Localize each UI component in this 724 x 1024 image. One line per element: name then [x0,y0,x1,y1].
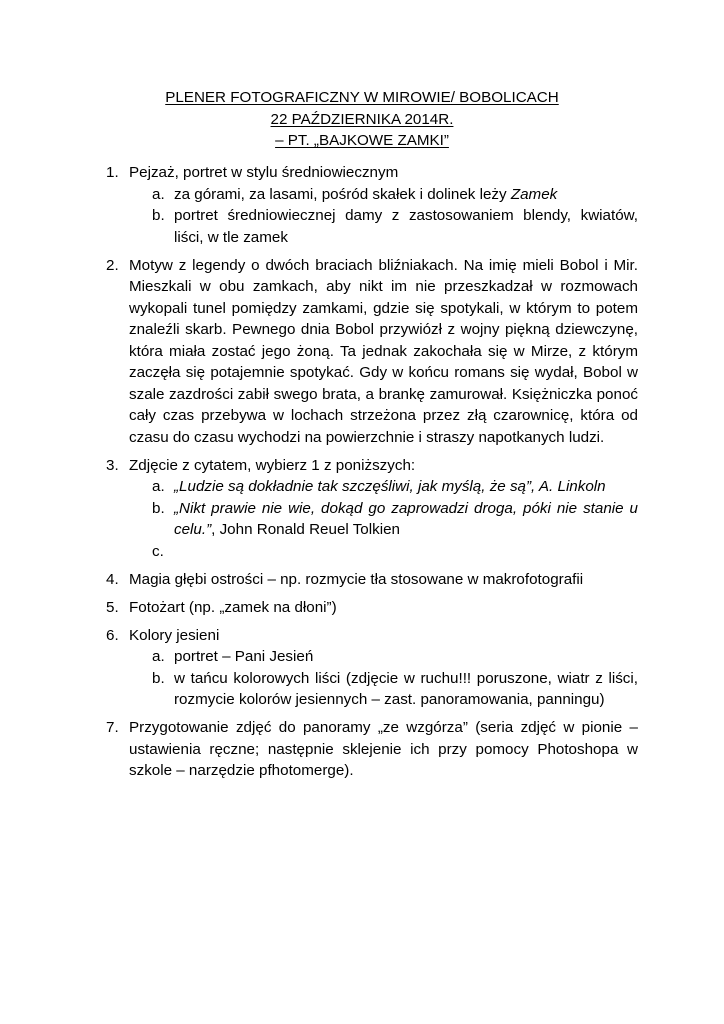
item-number: 4. [106,570,119,588]
item-text: Pejzaż, portret w stylu średniowiecznym [129,164,399,181]
item-text: Kolory jesieni [129,626,220,644]
sub-item-italic-text: „Nikt prawie nie wie, dokąd go zaprowadzi droga, póki nie stanie u celu.” [174,499,638,538]
item-text: Zdjęcie z cytatem, wybierz 1 z poniższych: [129,456,416,474]
sub-item-text: portret – Pani Jesień [174,648,314,665]
sub-item-letter: c. [152,542,164,560]
list-item-7 [106,717,638,782]
title-line-1: PLENER FOTOGRAFICZNY W MIROWIE/ BOBOLICACH [165,89,559,106]
item-number: 2. [106,256,119,274]
sub-item-text: w tańcu kolorowych liści (zdjęcie w ruchu!!! poruszone, wiatr z liści, rozmycie kolorów jesiennych – zast. panoramowania, panningu) [174,669,638,708]
sub-item-letter: a. [152,185,165,203]
list-item-3 [106,455,638,563]
item-number: 1. [106,164,119,181]
sub-item-letter: b. [152,499,165,517]
sub-item-letter: a. [152,478,165,495]
sub-item-3c [129,541,638,563]
sub-item-letter: b. [152,207,165,224]
title-line-2: 22 PAŹDZIERNIKA 2014R. [270,110,454,128]
list-item-2 [106,255,638,449]
item-text: Przygotowanie zdjęć do panoramy „ze wzgórza” (seria zdjęć w pionie – ustawienia ręczne; następnie sklejenie ich przy pomocy Photoshopa w szkole – narzędzie pfhotomerge). [129,719,638,779]
item-text: Motyw z legendy o dwóch braciach bliźniakach. Na imię mieli Bobol i Mir. Mieszkali w obu zamkach, aby nikt im nie przeszkadzał w rozmowach wykopali tunel pomiędzy zamkami, gdzie się spotykali, w którym to potem znaleźli skarb. Pewnego dnia Bobol przywiózł z wojny piękną dziewczynę, która miała zostać jego żoną. Ta jednak zakochała się w Mirze, z którym zaczęła się potajemnie spotykać. Gdy w końcu romans się wydał, Bobol w szale zazdrości zabił swego brata, a brankę zamurował. Księżniczka ponoć cały czas przebywa w lochach strzeżona przez złą czarownicę, która od czasu do czasu wychodzi na powierzchnie i straszy napotkanych ludzi. [129,256,638,446]
document-title [0,87,724,152]
sub-item-3a [129,476,638,498]
sub-item-text: za górami, za lasami, pośród skałek i dolinek leży [174,185,511,203]
list-item-5 [106,597,638,619]
list-item-4 [106,569,638,591]
sub-item-6a [129,646,638,668]
sub-item-text: , John Ronald Reuel Tolkien [211,521,400,538]
sub-item-3b [129,498,638,541]
sub-item-italic-text: „Ludzie są dokładnie tak szczęśliwi, jak myślą, że są”, A. Linkoln [174,478,606,495]
numbered-list [106,162,638,788]
sub-item-italic-text: Zamek [510,185,558,203]
list-item-1 [106,162,638,248]
title-line-3: – PT. „BAJKOWE ZAMKI” [275,132,449,149]
sub-item-letter: a. [152,648,165,665]
sub-item-letter: b. [152,669,165,687]
item-number: 3. [106,456,119,474]
item-number: 7. [106,719,119,736]
list-item-6 [106,625,638,711]
item-text: Fotożart (np. „zamek na dłoni”) [129,598,337,616]
item-number: 6. [106,626,119,644]
item-number: 5. [106,598,119,616]
sub-item-6b [129,668,638,711]
sub-item-1b [129,205,638,248]
sub-item-text: portret średniowiecznej damy z zastosowaniem blendy, kwiatów, liści, w tle zamek [174,207,638,246]
sub-item-1a [129,184,638,206]
item-text: Magia głębi ostrości – np. rozmycie tła stosowane w makrofotografii [129,570,584,588]
